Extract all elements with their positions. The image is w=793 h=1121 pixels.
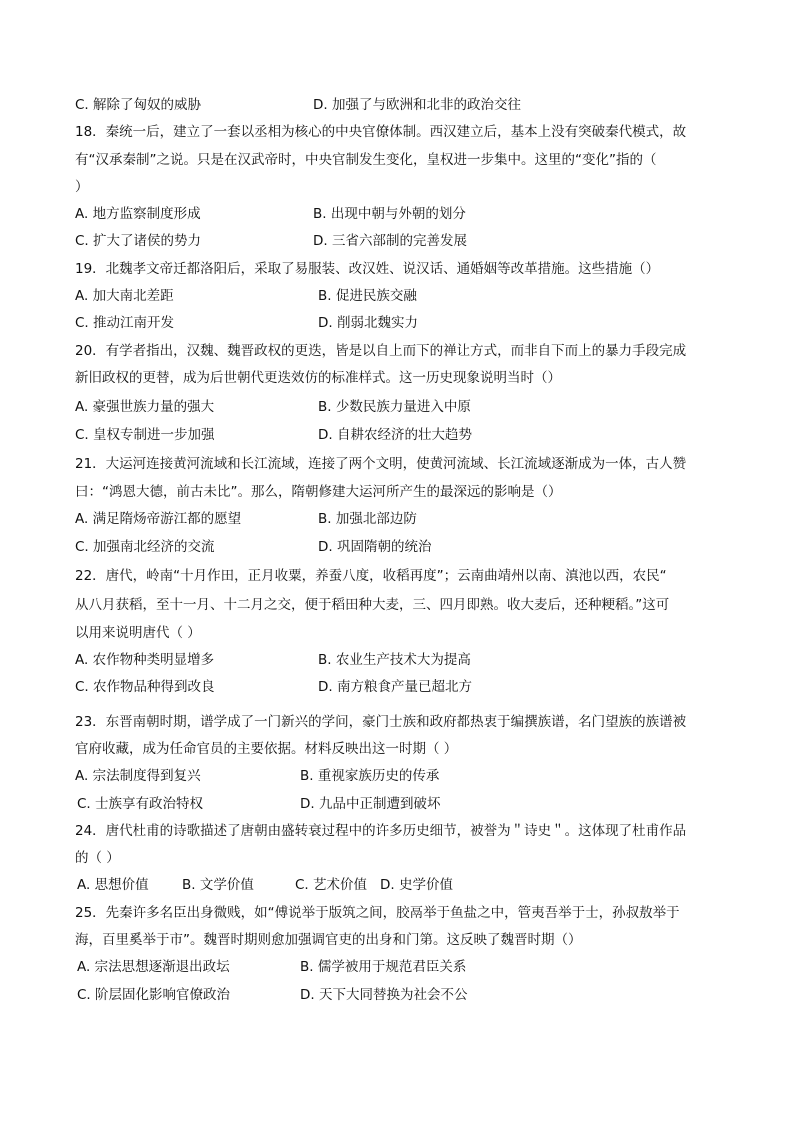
q18-option-c: C. 扩大了诸侯的势力 [75, 233, 202, 249]
q18-stem-line-1: 18．秦统一后，建立了一套以丞相为核心的中央官僚体制。西汉建立后，基本上没有突破秦代模式，故 [75, 124, 687, 140]
q17-option-c: C. 解除了匈奴的威胁 [75, 97, 202, 113]
q20-option-a: A. 豪强世族力量的强大 [75, 399, 215, 415]
q21-option-d: D. 巩固隋朝的统治 [318, 539, 432, 555]
q19-option-d: D. 削弱北魏实力 [318, 315, 418, 331]
q21-option-a: A. 满足隋炀帝游江都的愿望 [75, 511, 242, 527]
q25-stem-line-1: 25．先秦许多名臣出身微贱，如“傅说举于版筑之间，胶鬲举于鱼盐之中，管夷吾举于士，孙叔敖举于 [75, 905, 680, 921]
q21-option-b: B. 加强北部边防 [318, 511, 417, 527]
q23-option-c: C. 士族享有政治特权 [77, 796, 204, 812]
q21-stem-line-2: 曰：“鸿恩大德，前古未比”。那么，隋朝修建大运河所产生的最深远的影响是（） [75, 484, 562, 500]
q25-stem-line-2: 海，百里奚举于市”。魏晋时期则愈加强调官吏的出身和门第。这反映了魏晋时期（） [75, 932, 582, 948]
q22-stem-line-3: 以用来说明唐代（ ） [75, 625, 201, 641]
q19-stem-line-1: 19．北魏孝文帝迁都洛阳后，采取了易服装、改汉姓、说汉话、通婚姻等改革措施。这些措施（） [75, 261, 660, 277]
q19-option-c: C. 推动江南开发 [75, 315, 175, 331]
q23-option-d: D. 九品中正制遭到破坏 [300, 796, 441, 812]
q24-option-a: A. 思想价值 [77, 877, 149, 893]
q25-option-b: B. 儒学被用于规范君臣关系 [300, 959, 467, 975]
q21-stem-line-1: 21．大运河连接黄河流域和长江流域，连接了两个文明，使黄河流域、长江流域逐渐成为一体，古人赞 [75, 456, 687, 472]
q18-stem-line-3: ） [75, 179, 89, 195]
q20-option-c: C. 皇权专制进一步加强 [75, 427, 215, 443]
q20-stem-line-2: 新旧政权的更替，成为后世朝代更迭效仿的标准样式。这一历史现象说明当时（） [75, 370, 561, 386]
q22-stem-line-2: 从八月获稻，至十一月、十二月之交，便于稻田种大麦，三、四月即熟。收大麦后，还种粳稻。”这可 [75, 597, 670, 613]
q24-stem-line-2: 的（ ） [75, 850, 120, 866]
q24-option-c: C. 艺术价值 [295, 877, 368, 893]
q24-option-b: B. 文学价值 [182, 877, 254, 893]
q20-option-d: D. 自耕农经济的壮大趋势 [318, 427, 472, 443]
q19-option-b: B. 促进民族交融 [318, 288, 417, 304]
q22-option-a: A. 农作物种类明显增多 [75, 652, 215, 668]
q22-option-b: B. 农业生产技术大为提高 [318, 652, 471, 668]
q23-stem-line-2: 官府收藏，成为任命官员的主要依据。材料反映出这一时期（ ） [75, 741, 458, 757]
q18-option-a: A. 地方监察制度形成 [75, 206, 201, 222]
q20-stem-line-1: 20．有学者指出，汉魏、魏晋政权的更迭，皆是以自上而下的禅让方式，而非自下而上的暴力手段完成 [75, 343, 687, 359]
q22-option-c: C. 农作物品种得到改良 [75, 679, 215, 695]
q25-option-a: A. 宗法思想逐渐退出政坛 [77, 959, 230, 975]
q25-option-d: D. 天下大同替换为社会不公 [300, 987, 468, 1003]
q24-option-d: D. 史学价值 [380, 877, 453, 893]
q25-option-c: C. 阶层固化影响官僚政治 [77, 987, 231, 1003]
q17-option-d: D. 加强了与欧洲和北非的政治交往 [313, 97, 521, 113]
q22-stem-line-1: 22．唐代，岭南“十月作田，正月收粟，养蚕八度，收稻再度”；云南曲靖州以南、滇池以西，农民“ [75, 568, 667, 584]
q23-option-a: A. 宗法制度得到复兴 [75, 768, 201, 784]
q24-stem-line-1: 24．唐代杜甫的诗歌描述了唐朝由盛转衰过程中的许多历史细节，被誉为＂诗史＂。这体现了杜甫作品 [75, 823, 687, 839]
q22-option-d: D. 南方粮食产量已超北方 [318, 679, 472, 695]
q21-option-c: C. 加强南北经济的交流 [75, 539, 215, 555]
q23-stem-line-1: 23．东晋南朝时期，谱学成了一门新兴的学问，豪门士族和政府都热衷于编撰族谱，名门望族的族谱被 [75, 714, 687, 730]
q23-option-b: B. 重视家族历史的传承 [300, 768, 440, 784]
q20-option-b: B. 少数民族力量进入中原 [318, 399, 471, 415]
q18-option-d: D. 三省六部制的完善发展 [313, 233, 467, 249]
q18-stem-line-2: 有“汉承秦制”之说。只是在汉武帝时，中央官制发生变化，皇权进一步集中。这里的“变化”指的（ [75, 152, 657, 168]
q19-option-a: A. 加大南北差距 [75, 288, 174, 304]
q18-option-b: B. 出现中朝与外朝的划分 [313, 206, 466, 222]
